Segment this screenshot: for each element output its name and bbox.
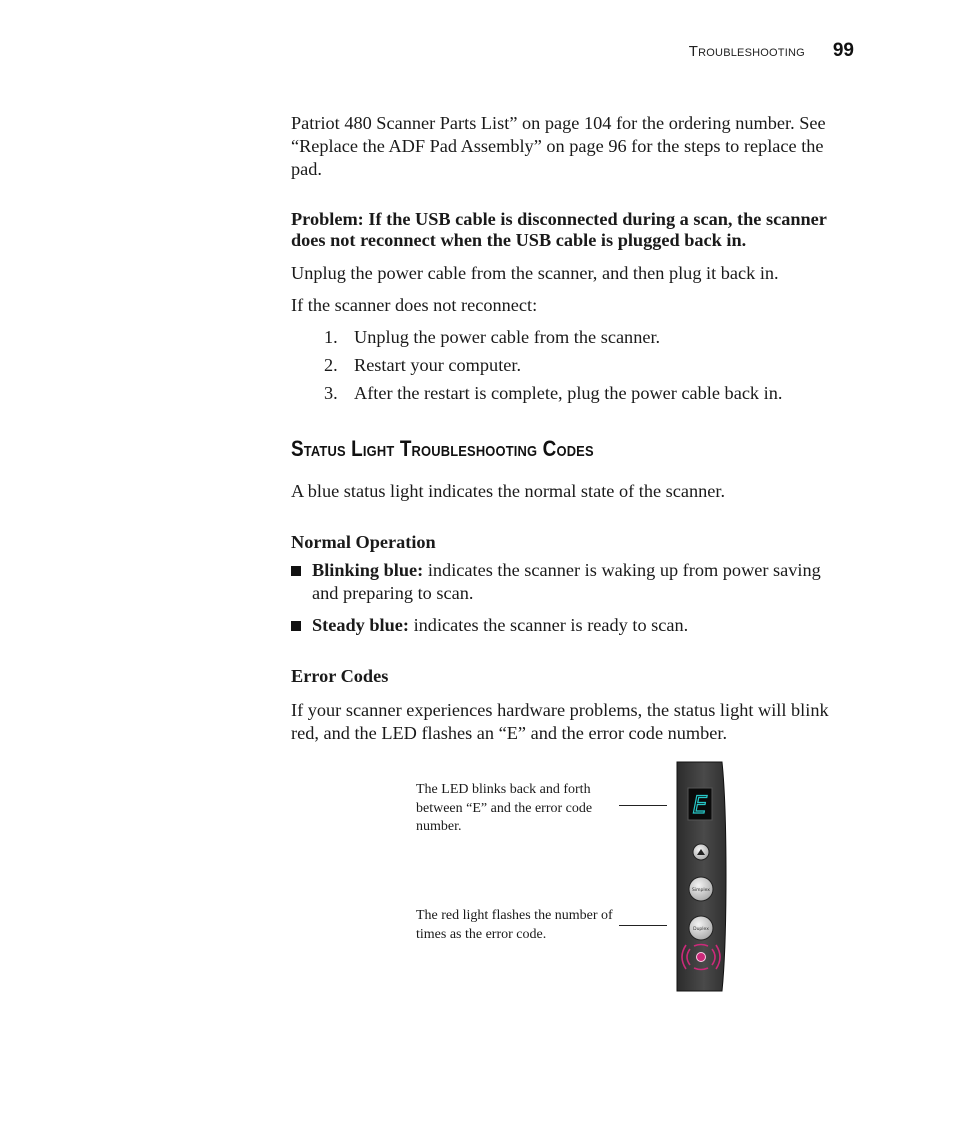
simplex-label: Simplex [692,888,710,893]
error-codes-paragraph [291,699,847,745]
normal-operation-heading [291,531,847,554]
normal-operation-list [291,559,847,637]
status-intro [291,480,847,503]
section-heading: Status Light Troubleshooting Codes [291,436,594,461]
duplex-label: Duplex [693,927,709,932]
leader-line-red [619,925,667,926]
section-title: Troubleshooting [688,43,805,60]
page-header [689,40,854,62]
status-intro-text: A blue status light indicates the normal state of the scanner. [291,481,726,501]
subheading: Normal Operation [291,532,436,552]
bullet-icon [291,621,301,631]
intro-text: Patriot 480 Scanner Parts List” on page 104 for the ordering number. See “Replace the ADF Pad Assembly” on page 96 for the steps to replace the pad. [291,113,826,179]
solution-text: Unplug the power cable from the scanner, and then plug it back in. [291,263,779,283]
subheading: Error Codes [291,666,389,686]
list-item [291,354,847,382]
figure-caption-led: The LED blinks back and forth between “E” and the error code number. [416,782,593,834]
problem-heading-text: Problem: If the USB cable is disconnected during a scan, the scanner does not reconnect when the USB cable is plugged back in. [291,209,827,250]
step-text: Unplug the power cable from the scanner. [354,327,661,347]
page-number: 99 [832,40,854,61]
steps-list [291,326,847,410]
bullet-icon [291,566,301,576]
error-codes-heading [291,665,847,688]
step-number: 3. [324,383,338,403]
step-number: 1. [324,327,338,347]
step-number: 2. [324,355,338,375]
leader-line-led [619,805,667,806]
item-text: indicates the scanner is ready to scan. [409,615,689,635]
step-text: Restart your computer. [354,355,522,375]
if-not-reconnect [291,294,847,317]
if-text: If the scanner does not reconnect: [291,295,538,315]
figure-caption-red: The red light flashes the number of times as the error code. [416,908,613,942]
led-character: E [692,791,708,819]
step-text: After the restart is complete, plug the power cable back in. [354,383,783,403]
list-item [291,326,847,354]
list-item [291,382,847,410]
list-item [291,559,847,605]
scanner-control-panel [676,761,727,992]
item-label: Steady blue: [312,615,410,635]
error-text: If your scanner experiences hardware problems, the status light will blink red, and the LED flashes an “E” and the error code number. [291,700,829,743]
list-item [291,614,847,637]
item-text: indicates the scanner is waking up from power saving and preparing to scan. [312,560,821,603]
problem-solution [291,262,847,285]
item-label: Blinking blue: [312,560,424,580]
status-section-heading [291,437,847,460]
intro-paragraph [291,112,847,181]
problem-heading [291,209,847,251]
